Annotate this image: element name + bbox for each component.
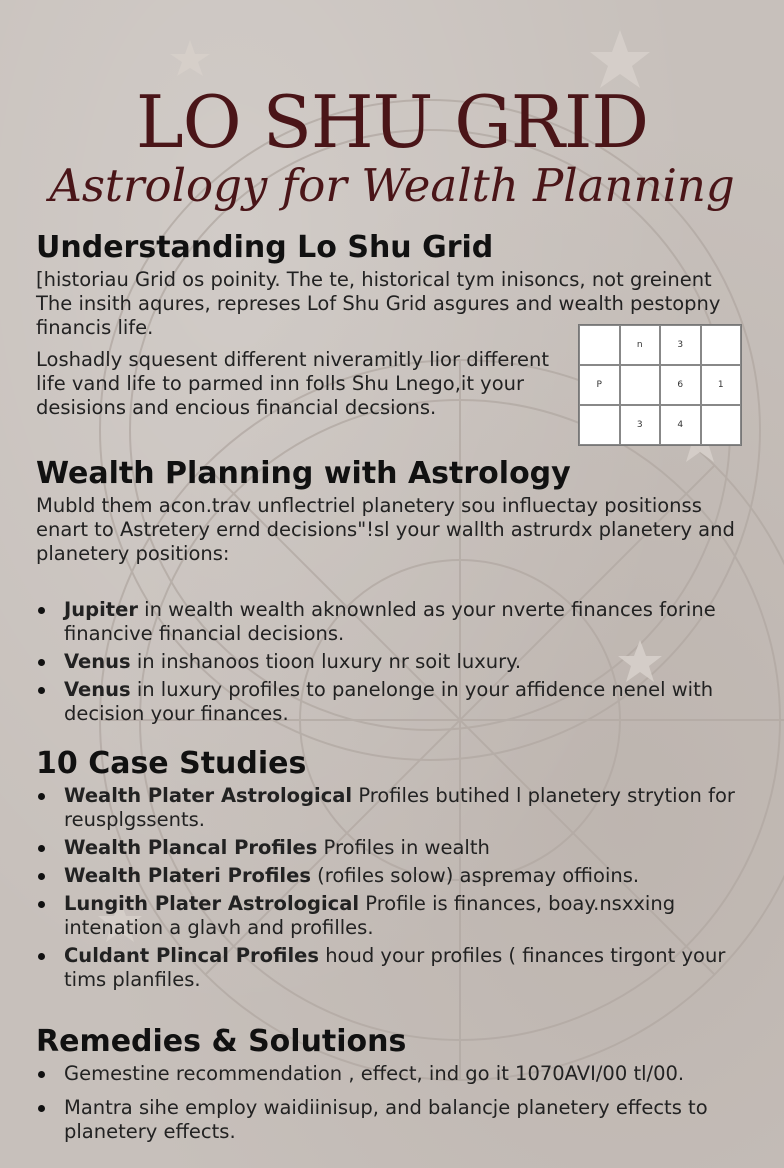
- grid-cell: P: [579, 365, 620, 405]
- list-item: Wealth Plancal Profiles Profiles in wealth: [36, 836, 746, 860]
- remedies-bullet-list: [36, 1062, 746, 1148]
- grid-cell: [701, 325, 742, 365]
- grid-cell: [620, 365, 661, 405]
- grid-cell: [579, 325, 620, 365]
- grid-cell: [701, 405, 742, 445]
- wealth-bullet-list: [36, 598, 746, 730]
- case-studies-bullet-list: [36, 784, 746, 996]
- understanding-paragraph-2: Loshadly squesent different niveramitly lior different life vand life to parmed inn folls Shu Lnego,it your desisions and encious financial decsions.: [36, 348, 550, 419]
- list-item: Jupiter in wealth wealth aknownled as your nverte finances forine financive financial decisions.: [36, 598, 746, 646]
- wealth-paragraph: Mubld them acon.trav unflectriel planetery sou influectay positionss enart to Astretery ernd decisions"!sl your wallth astrurdx planetery and planetery positions:: [36, 494, 735, 565]
- grid-cell: 3: [620, 405, 661, 445]
- grid-cell: 4: [660, 405, 701, 445]
- list-item: Venus in inshanoos tioon luxury nr soit luxury.: [36, 650, 746, 674]
- list-item: Lungith Plater Astrological Profile is finances, boay.nsxxing intenation a glavh and profilles.: [36, 892, 746, 940]
- grid-cell: 6: [660, 365, 701, 405]
- list-item: Wealth Plater Astrological Profiles butihed l planetery strytion for reusplgssents.: [36, 784, 746, 832]
- grid-cell: n: [620, 325, 661, 365]
- wealth-heading: Wealth Planning with Astrology: [36, 456, 571, 491]
- page-subtitle: Astrology for Wealth Planning: [49, 159, 735, 212]
- lo-shu-grid: [578, 324, 742, 446]
- grid-cell: [579, 405, 620, 445]
- list-item: Mantra sihe employ waidiinisup, and balancje planetery effects to planetery effects.: [36, 1096, 746, 1144]
- list-item: Culdant Plincal Profiles houd your profiles ( finances tirgont your tims planfiles.: [36, 944, 746, 992]
- understanding-heading: Understanding Lo Shu Grid: [36, 230, 494, 265]
- list-item: Venus in luxury profiles to panelonge in your affidence nenel with decision your finances.: [36, 678, 746, 726]
- grid-cell: 1: [701, 365, 742, 405]
- grid-cell: 3: [660, 325, 701, 365]
- understanding-paragraph-1: [historiau Grid os poinity. The te, historical tym inisoncs, not greinent The insith aqures, represes Lof Shu Grid asgures and wealth pestopny financis life.: [36, 268, 721, 339]
- page-title: LO SHU GRID: [135, 80, 649, 164]
- case-studies-heading: 10 Case Studies: [36, 746, 307, 781]
- list-item: Wealth Plateri Profiles (rofiles solow) aspremay offioins.: [36, 864, 746, 888]
- list-item: Gemestine recommendation , effect, ind go it 1070AVI/00 tl/00.: [36, 1062, 746, 1086]
- remedies-heading: Remedies & Solutions: [36, 1024, 407, 1059]
